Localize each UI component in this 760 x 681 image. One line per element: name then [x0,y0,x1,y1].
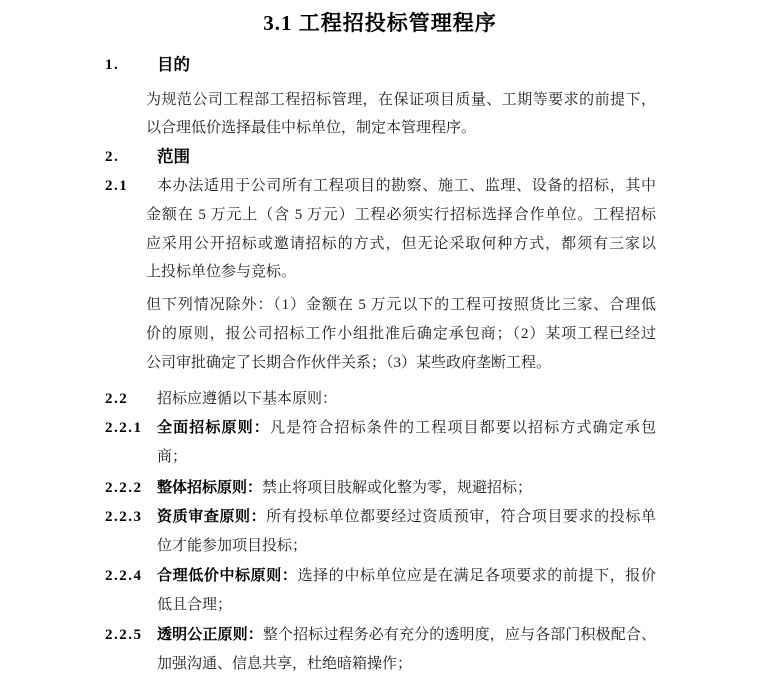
numbered-item [105,474,656,503]
text-line: 应采用公开招标或邀请招标的方式，但无论采取何种方式，都须有三家以 [146,235,656,252]
document-body [105,51,656,679]
item-lead-bold: 全面招标原则： [157,420,270,437]
paragraph [105,86,656,144]
text-line: 公司审批确定了长期合作伙伴关系；（3）某些政府垄断工程。 [146,354,552,371]
item-number: 2.2.4 [105,568,143,585]
text-line: 2.2 招标应遵循以下基本原则： [105,385,656,414]
text-line: 2.2.1 全面招标原则：凡是符合招标条件的工程项目都要以招标方式确定承包 [105,414,656,443]
heading-text: 目的 [157,54,190,74]
text-line: 位才能参加项目投标； [157,537,308,554]
numbered-item [105,503,656,561]
text-line: 2.2.3 资质审查原则：所有投标单位都要经过资质预审，符合项目要求的投标单 [105,503,656,532]
paragraph [105,291,656,377]
heading-line [105,51,656,80]
item-lead-bold: 合理低价中标原则： [157,568,298,585]
item-number: 2.2 [105,390,129,407]
text-line: 但下列情况除外：（1）金额在 5 万元以下的工程可按照货比三家、合理低 [146,297,656,314]
numbered-item [105,621,656,679]
text-line: 2.2.5 透明公正原则：整个招标过程务必有充分的透明度，应与各部门积极配合、 [105,621,656,650]
section-number: 1. [105,56,120,73]
item-number: 2.1 [105,177,129,194]
document-title: 3.1 工程招投标管理程序 [263,11,497,35]
text-line: 低且合理； [157,597,233,614]
text-line: 2.2.4 合理低价中标原则：选择的中标单位应是在满足各项要求的前提下，报价 [105,562,656,591]
item-lead-bold: 整体招标原则： [157,479,263,496]
section-heading [105,51,656,80]
numbered-item [105,385,656,414]
heading-text: 范围 [157,147,190,167]
item-number: 2.2.1 [105,420,143,437]
item-number: 2.2.3 [105,508,143,525]
item-number: 2.2.5 [105,626,143,643]
item-lead-bold: 资质审查原则： [157,508,267,525]
text-line: 2.1 本办法适用于公司所有工程项目的勘察、施工、监理、设备的招标，其中 [105,172,656,201]
text-line: 2.2.2 整体招标原则：禁止将项目肢解或化整为零，规避招标； [105,474,656,503]
numbered-item [105,562,656,620]
item-number: 2.2.2 [105,479,143,496]
text-line: 上投标单位参与竞标。 [146,264,297,281]
text-line: 商； [157,449,188,466]
numbered-item [105,172,656,287]
text-line: 金额在 5 万元上（含 5 万元）工程必须实行招标选择合作单位。工程招标 [146,206,656,223]
text-line: 以合理低价选择最佳中标单位，制定本管理程序。 [146,120,477,137]
section-number: 2. [105,149,120,166]
item-lead-bold: 透明公正原则： [157,626,263,643]
section-heading [105,143,656,172]
heading-line [105,143,656,172]
text-line: 加强沟通、信息共享，杜绝暗箱操作； [157,655,413,672]
text-line: 价的原则，报公司招标工作小组批准后确定承包商；（2）某项工程已经过 [146,325,656,342]
text-line: 为规范公司工程部工程招标管理，在保证项目质量、工期等要求的前提下， [146,91,656,108]
numbered-item [105,414,656,472]
